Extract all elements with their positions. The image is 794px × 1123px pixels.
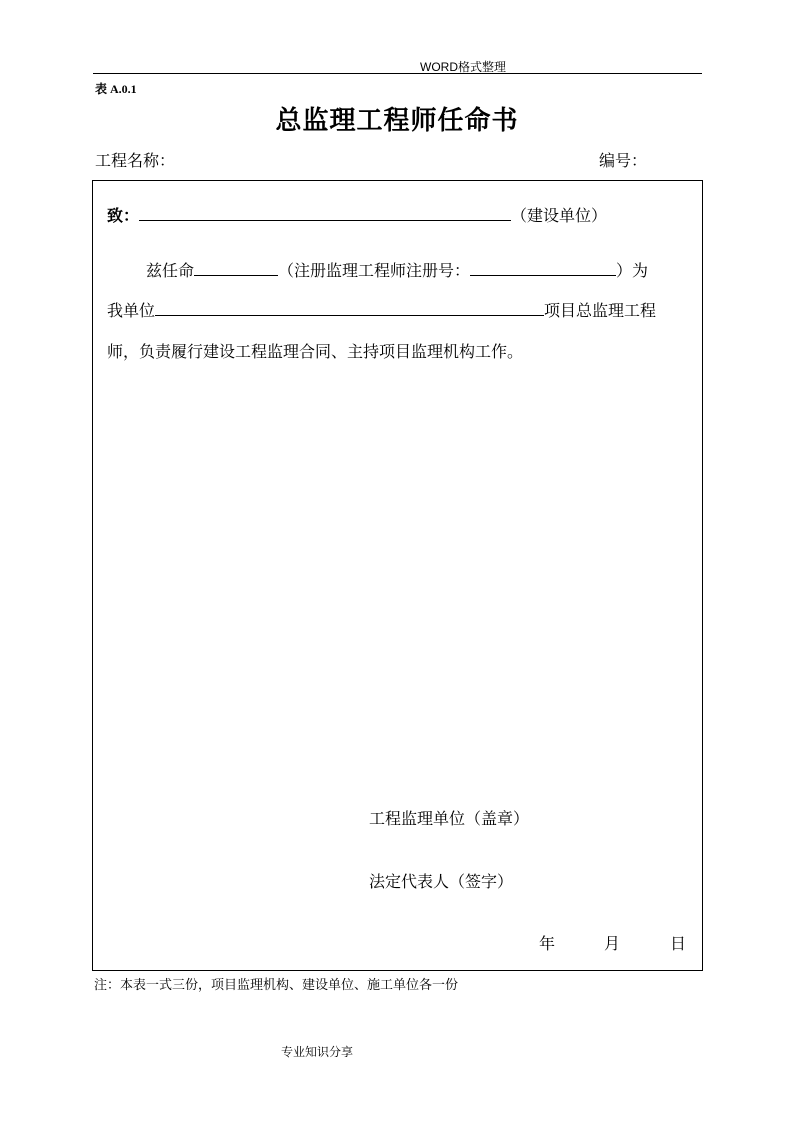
year-label: 年: [539, 934, 556, 953]
form-box: [92, 180, 703, 971]
unit-prefix: 我单位: [107, 301, 156, 320]
number-label: 编号：: [599, 151, 648, 170]
reg-no-label: （注册监理工程师注册号：: [278, 261, 471, 280]
project-name-label: 工程名称：: [95, 151, 176, 170]
page-footer: 专业知识分享: [281, 1045, 354, 1059]
to-label: 致：: [107, 206, 140, 225]
unit-line: [107, 298, 656, 321]
page-header: WORD格式整理: [420, 60, 506, 74]
appointment-line: [146, 258, 648, 281]
project-blank[interactable]: [155, 299, 544, 316]
form-code: 表 A.0.1: [95, 82, 137, 96]
as-text: ）为: [616, 261, 649, 280]
supervision-unit-seal: 工程监理单位（盖章）: [369, 809, 530, 828]
reg-no-blank[interactable]: [470, 259, 616, 276]
day-label: 日: [670, 934, 687, 953]
recipient-line: [107, 203, 607, 226]
legal-rep-signature: 法定代表人（签字）: [369, 872, 514, 891]
project-role: 项目总监理工程: [544, 301, 657, 320]
appointee-blank[interactable]: [194, 259, 278, 276]
recipient-blank[interactable]: [139, 204, 511, 221]
form-note: 注：本表一式三份，项目监理机构、建设单位、施工单位各一份: [94, 978, 459, 993]
document-title: 总监理工程师任命书: [275, 106, 519, 136]
recipient-suffix: （建设单位）: [511, 206, 608, 225]
appoint-prefix: 兹任命: [146, 261, 195, 280]
duty-line: 师，负责履行建设工程监理合同、主持项目监理机构工作。: [107, 342, 524, 361]
header-divider: [93, 73, 702, 74]
month-label: 月: [604, 934, 621, 953]
